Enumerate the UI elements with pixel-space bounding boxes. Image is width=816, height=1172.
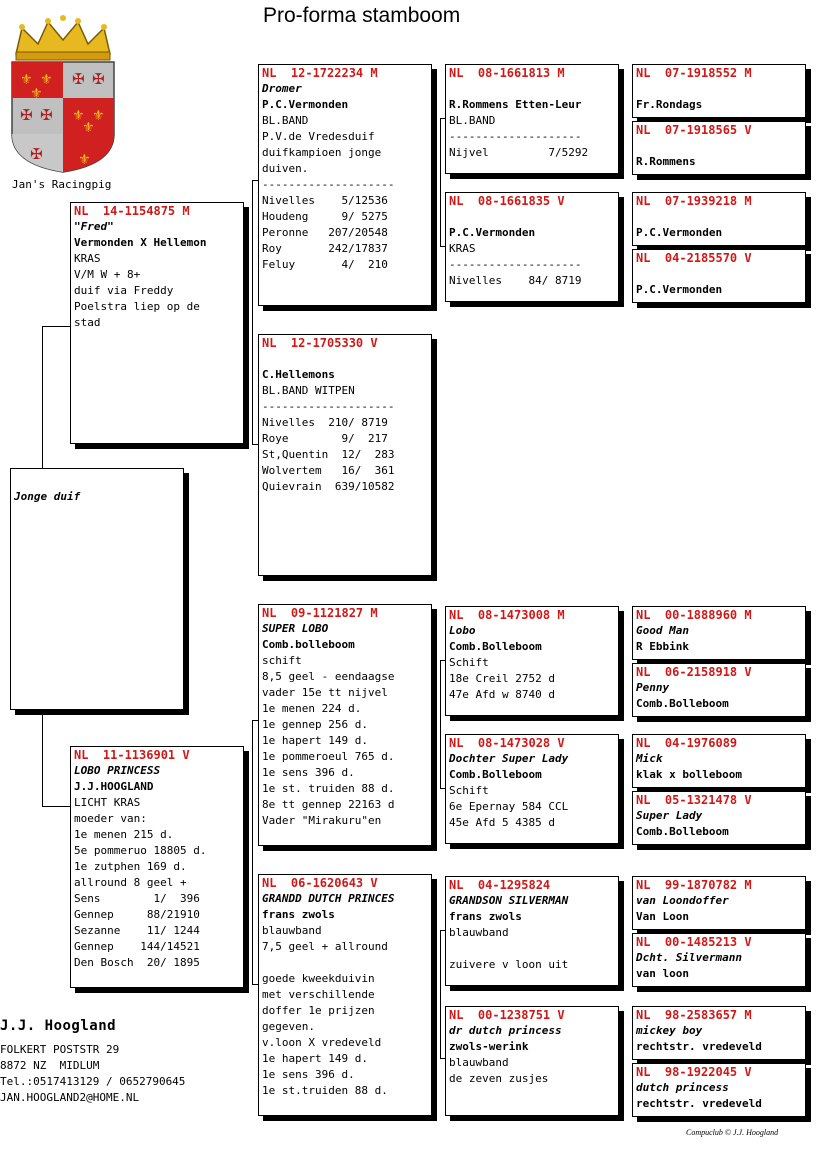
pedigree-line: V/M W + 8+ [74,268,141,281]
pedigree-line: J.J.HOOGLAND [74,780,154,793]
pedigree-line: Mick [636,752,663,765]
ancestor-box [445,1006,619,1116]
dam-dam-box [258,874,432,1116]
connector-line [440,118,441,246]
pedigree-line: Dromer [262,82,302,95]
pedigree-notes [633,751,805,783]
ancestor-box [632,876,806,930]
ancestor-box [632,192,806,246]
ring-number: NL 12-1722234 M [262,66,378,80]
ancestor-box [445,876,619,986]
svg-text:✠: ✠ [72,70,85,88]
pedigree-line [636,81,802,97]
pedigree-line: Good Man [636,624,689,637]
ring-number: NL 00-1238751 V [449,1008,565,1022]
svg-text:⚜: ⚜ [30,86,43,102]
pedigree-line: Comb.Bolleboom [449,640,542,653]
pedigree-line: van loon [636,967,689,980]
pedigree-line: blauwband [449,1056,509,1069]
pedigree-line: zuivere v loon uit [449,958,569,971]
pedigree-notes [71,763,243,971]
pedigree-line: Quievrain 639/10582 [262,480,395,493]
pedigree-line: duifkampioen jonge [262,146,382,159]
pedigree-line: rechtstr. vredeveld [636,1097,762,1110]
ring-number: NL 09-1121827 M [262,606,378,620]
connector-line [440,930,441,1058]
pedigree-line: -------------------- [262,178,395,191]
pedigree-line: Nijvel 7/5292 [449,146,589,159]
pedigree-notes [633,808,805,840]
pedigree-line: 5e pommeruo 18805 d. [74,844,207,857]
pedigree-notes [633,1023,805,1055]
page-title: Pro-forma stamboom [263,4,461,27]
pedigree-line: Vader "Mirakuru"en [262,814,382,827]
pedigree-line: vader 15e tt nijvel [262,686,388,699]
pedigree-line: 8e tt gennep 22163 d [262,798,395,811]
pedigree-line: de zeven zusjes [449,1072,549,1085]
pedigree-line: duif via Freddy [74,284,174,297]
pedigree-notes [446,1023,618,1087]
pedigree-notes [633,138,805,170]
ancestor-box [445,64,619,174]
pedigree-line: P.C.Vermonden [262,98,349,111]
svg-text:⚜: ⚜ [92,108,105,124]
pedigree-line: Sens 1/ 396 [74,892,200,905]
pedigree-notes [633,1080,805,1112]
ancestor-box [445,734,619,844]
ancestor-box [632,64,806,118]
pedigree-line: 1e gennep 256 d. [262,718,368,731]
main-bird-box [10,468,184,710]
pedigree-line: Feluy 4/ 210 [262,258,388,271]
pedigree-line: Wolvertem 16/ 361 [262,464,395,477]
pedigree-line: blauwband [449,926,509,939]
pedigree-line: Peronne 207/20548 [262,226,388,239]
pedigree-line: Nivelles 210/ 8719 [262,416,388,429]
sire-box [70,202,244,444]
ring-number: NL 07-1918552 M [636,66,752,80]
pedigree-line: KRAS [74,252,101,265]
pedigree-notes [633,623,805,655]
coat-of-arms-logo [8,14,118,174]
pedigree-line: van Loondoffer [636,894,729,907]
pedigree-line: 7,5 geel + allround [262,940,388,953]
pedigree-line: 1e hapert 149 d. [262,1052,368,1065]
ring-number: NL 08-1661813 M [449,66,565,80]
ancestor-box [632,663,806,717]
pedigree-line: 1e menen 215 d. [74,828,174,841]
connector-line [440,660,441,788]
connector-line [42,806,70,807]
pedigree-line: 6e Epernay 584 CCL [449,800,569,813]
pedigree-line: Poelstra liep op de [74,300,200,313]
svg-text:✠: ✠ [20,106,33,124]
ancestor-box [632,1063,806,1117]
owner-name: J.J. Hoogland [0,1018,117,1034]
pedigree-line: Gennep 88/21910 [74,908,200,921]
connector-line [42,326,70,327]
pedigree-line: Dochter Super Lady [449,752,569,765]
crest-label: Jan's Racingpig [12,178,112,191]
pedigree-line: Comb.Bolleboom [449,768,542,781]
pedigree-line: Den Bosch 20/ 1895 [74,956,200,969]
pedigree-line: BL.BAND [262,114,309,127]
pedigree-line: Schift [449,656,489,669]
pedigree-line: frans zwols [262,908,335,921]
pedigree-line: R Ebbink [636,640,689,653]
pedigree-line: Dcht. Silvermann [636,951,742,964]
owner-phone: Tel.:0517413129 / 0652790645 [0,1075,186,1088]
pedigree-line [449,941,615,957]
ancestor-box [632,791,806,845]
ring-number: NL 04-1295824 [449,878,551,892]
pedigree-line: C.Hellemons [262,368,335,381]
pedigree-line: KRAS [449,242,476,255]
ancestor-box [632,734,806,788]
pedigree-line: 1e st. truiden 88 d. [262,782,395,795]
ring-number: NL 04-1976089 [636,736,738,750]
pedigree-line: goede kweekduivin [262,972,375,985]
pedigree-line: R.Rommens Etten-Leur [449,98,582,111]
pedigree-line: dr dutch princess [449,1024,562,1037]
pedigree-notes [446,893,618,973]
pedigree-line: -------------------- [262,400,395,413]
pedigree-line: GRANDD DUTCH PRINCES [262,892,395,905]
sire-dam-box [258,334,432,576]
pedigree-notes [633,81,805,113]
pedigree-notes [259,891,431,1099]
pedigree-line: BL.BAND [449,114,496,127]
pedigree-notes [633,893,805,925]
pedigree-line: P.C.Vermonden [636,283,723,296]
pedigree-line: stad [74,316,101,329]
pedigree-line [262,955,428,971]
ring-number: NL 00-1485213 V [636,935,752,949]
ring-number: NL 08-1473028 V [449,736,565,750]
pedigree-line: -------------------- [449,130,582,143]
pedigree-line: Sezanne 11/ 1244 [74,924,200,937]
pedigree-line: Comb.bolleboom [262,638,355,651]
pedigree-line: frans zwols [449,910,522,923]
pedigree-line: met verschillende [262,988,375,1001]
ring-number: NL 06-1620643 V [262,876,378,890]
pedigree-line [449,81,615,97]
pedigree-line: Gennep 144/14521 [74,940,200,953]
pedigree-line: schift [262,654,302,667]
dam-box [70,746,244,988]
pedigree-line: Houdeng 9/ 5275 [262,210,388,223]
ring-number: NL 07-1918565 V [636,123,752,137]
pedigree-line: 8,5 geel - eendaagse [262,670,395,683]
ring-number: NL 98-1922045 V [636,1065,752,1079]
pedigree-notes [446,209,618,289]
pedigree-notes [259,351,431,495]
pedigree-line: SUPER LOBO [262,622,329,635]
pedigree-notes [633,680,805,712]
ancestor-box [445,192,619,302]
ring-number: NL 99-1870782 M [636,878,752,892]
ring-number: NL 08-1661835 V [449,194,565,208]
svg-text:✠: ✠ [92,70,105,88]
pedigree-line: Roye 9/ 217 [262,432,388,445]
pedigree-line: Fr.Rondags [636,98,703,111]
pedigree-line: mickey boy [636,1024,703,1037]
pedigree-notes [446,751,618,831]
pedigree-line: BL.BAND WITPEN [262,384,355,397]
ancestor-box [632,249,806,303]
pedigree-notes [633,950,805,982]
pedigree-line: 1e hapert 149 d. [262,734,368,747]
pedigree-line: Super Lady [636,809,703,822]
pedigree-line [636,266,802,282]
ring-number: NL 14-1154875 M [74,204,190,218]
ring-number: NL 00-1888960 M [636,608,752,622]
ring-number: NL 11-1136901 V [74,748,190,762]
pedigree-line: 1e sens 396 d. [262,1068,355,1081]
owner-email: JAN.HOOGLAND2@HOME.NL [0,1091,140,1104]
pedigree-line: gegeven. [262,1020,315,1033]
pedigree-line: Penny [636,681,670,694]
pedigree-line: 1e pommeroeul 765 d. [262,750,395,763]
pedigree-line [262,351,428,367]
pedigree-notes [633,209,805,241]
ring-number: NL 08-1473008 M [449,608,565,622]
pedigree-line [449,209,615,225]
svg-text:⚜: ⚜ [82,120,95,136]
svg-text:⚜: ⚜ [20,72,33,88]
pedigree-line: zwols-werink [449,1040,529,1053]
pedigree-line: St,Quentin 12/ 283 [262,448,395,461]
pedigree-line: Schift [449,784,489,797]
sire-sire-box [258,64,432,306]
svg-text:⚜: ⚜ [40,72,53,88]
pedigree-line: 1e st.truiden 88 d. [262,1084,388,1097]
pedigree-line: Vermonden X Hellemon [74,236,207,249]
pedigree-line: moeder van: [74,812,147,825]
connector-line [252,720,253,984]
pedigree-notes [259,81,431,273]
pedigree-line: -------------------- [449,258,582,271]
ring-number: NL 07-1939218 M [636,194,752,208]
pedigree-line: 45e Afd 5 4385 d [449,816,555,829]
main-bird-name: Jonge duif [14,490,81,503]
pedigree-line: Comb.Bolleboom [636,697,729,710]
pedigree-line: 1e menen 224 d. [262,702,362,715]
pedigree-line: 47e Afd w 8740 d [449,688,555,701]
pedigree-line: blauwband [262,924,322,937]
owner-address: FOLKERT POSTSTR 29 [0,1043,120,1056]
owner-block [0,1018,185,1106]
pedigree-notes [633,266,805,298]
pedigree-line: allround 8 geel + [74,876,187,889]
pedigree-line: Van Loon [636,910,689,923]
pedigree-line: doffer 1e prijzen [262,1004,375,1017]
pedigree-notes [259,621,431,829]
svg-text:✠: ✠ [30,145,43,163]
pedigree-line: GRANDSON SILVERMAN [449,894,569,907]
pedigree-line: duiven. [262,162,309,175]
ancestor-box [632,121,806,175]
ancestor-box [445,606,619,716]
copyright-footer: Compuclub © J.J. Hoogland [686,1128,779,1137]
ancestor-box [632,933,806,987]
pedigree-line: P.C.Vermonden [636,226,723,239]
connector-line [42,326,43,468]
pedigree-line: dutch princess [636,1081,729,1094]
pedigree-line: 1e zutphen 169 d. [74,860,187,873]
pedigree-notes [71,219,243,331]
ancestor-box [632,606,806,660]
dam-sire-box [258,604,432,846]
pedigree-line: P.C.Vermonden [449,226,536,239]
pedigree-line: R.Rommens [636,155,696,168]
ring-number: NL 04-2185570 V [636,251,752,265]
connector-line [42,710,43,806]
svg-text:⚜: ⚜ [72,108,85,124]
svg-text:⚜: ⚜ [78,152,91,168]
ring-number: NL 12-1705330 V [262,336,378,350]
pedigree-line: Roy 242/17837 [262,242,388,255]
pedigree-line: LOBO PRINCESS [74,764,161,777]
pedigree-line: v.loon X vredeveld [262,1036,382,1049]
pedigree-line [636,209,802,225]
owner-postcode: 8872 NZ MIDLUM [0,1059,100,1072]
pedigree-line: Comb.Bolleboom [636,825,729,838]
pedigree-line: 18e Creil 2752 d [449,672,555,685]
pedigree-line: P.V.de Vredesduif [262,130,375,143]
pedigree-line: Lobo [449,624,476,637]
ring-number: NL 06-2158918 V [636,665,752,679]
ancestor-box [632,1006,806,1060]
svg-text:✠: ✠ [40,106,53,124]
pedigree-notes [446,623,618,703]
ring-number: NL 98-2583657 M [636,1008,752,1022]
ring-number: NL 05-1321478 V [636,793,752,807]
pedigree-line [636,138,802,154]
connector-line [252,180,253,444]
pedigree-line: klak x bolleboom [636,768,742,781]
pedigree-line: 1e sens 396 d. [262,766,355,779]
pedigree-line: rechtstr. vredeveld [636,1040,762,1053]
pedigree-line: Nivelles 84/ 8719 [449,274,582,287]
pedigree-line: "Fred" [74,220,114,233]
pedigree-notes [446,81,618,161]
pedigree-line: Nivelles 5/12536 [262,194,388,207]
pedigree-line: LICHT KRAS [74,796,141,809]
